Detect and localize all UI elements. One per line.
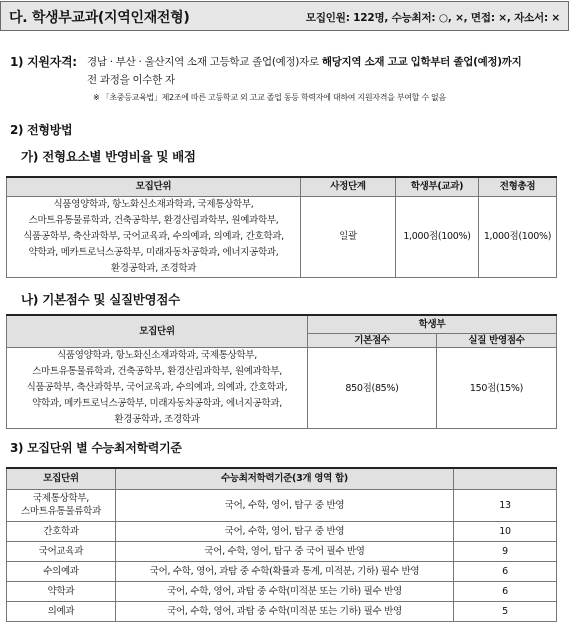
table-row bbox=[7, 521, 557, 541]
record-value: 1,000점(100%) bbox=[396, 196, 479, 277]
units-cell-b: 식품영양학과, 항노화신소재과학과, 국제통상학부, 스마트유통물류학과, 건축공학부, 환경산림과학부, 원예과학부, 식품공학부, 축산과학부, 국어교육과, 수의예과, 의예과, 간호학과, 약학과, 메카트로닉스공학부, 미래자동차공학과, 에너지공학과, 환경공학과, 조경학과 bbox=[7, 348, 308, 429]
table-row bbox=[7, 601, 557, 621]
unit-name: 약학과 bbox=[7, 581, 116, 601]
col-basic: 기본점수 bbox=[308, 334, 437, 348]
col-unit-c: 모집단위 bbox=[7, 468, 116, 489]
eligibility-line1 bbox=[87, 54, 521, 69]
table-row bbox=[7, 541, 557, 561]
unit-name: 의예과 bbox=[7, 601, 116, 621]
criteria-text: 국어, 수학, 영어, 과탐 중 수학(미적분 또는 기하) 필수 반영 bbox=[116, 601, 454, 621]
criteria-text: 국어, 수학, 영어, 탐구 중 국어 필수 반영 bbox=[116, 541, 454, 561]
col-total: 전형총점 bbox=[479, 177, 557, 196]
unit-name: 간호학과 bbox=[7, 521, 116, 541]
col-record-group: 학생부 bbox=[308, 315, 557, 334]
basic-value: 850점(85%) bbox=[308, 348, 437, 429]
col-criteria: 수능최저학력기준(3개 영역 합) bbox=[116, 468, 454, 489]
real-value: 150점(15%) bbox=[437, 348, 557, 429]
col-unit-b: 모집단위 bbox=[7, 315, 308, 348]
score-value: 13 bbox=[454, 489, 557, 521]
eligibility-note: ※ 「초중등교육법」제2조에 따른 고등학교 외 고교 졸업 동등 학력자에 대하여 지원자격을 부여할 수 없음 bbox=[93, 93, 446, 102]
sub-heading-ratio: 가) 전형요소별 반영비율 및 배점 bbox=[21, 149, 196, 164]
col-unit: 모집단위 bbox=[7, 177, 301, 196]
section-title: 다. 학생부교과(지역인재전형) bbox=[9, 10, 190, 26]
eligibility-line2: 전 과정을 이수한 자 bbox=[87, 74, 175, 86]
total-value: 1,000점(100%) bbox=[479, 196, 557, 277]
ratio-table bbox=[6, 176, 557, 278]
score-value: 9 bbox=[454, 541, 557, 561]
selection-method-heading: 2) 전형방법 bbox=[10, 123, 73, 137]
col-score bbox=[454, 468, 557, 489]
recruitment-summary: 모집인원: 122명, 수능최저: ○, ×, 면접: ×, 자소서: × bbox=[305, 12, 560, 24]
csat-criteria-heading: 3) 모집단위 별 수능최저학력기준 bbox=[10, 441, 182, 455]
col-stage: 사정단계 bbox=[301, 177, 396, 196]
sub-heading-score: 나) 기본점수 및 실질반영점수 bbox=[21, 292, 180, 307]
units-cell: 식품영양학과, 항노화신소재과학과, 국제통상학부, 스마트유통물류학과, 건축공학부, 환경산림과학부, 원예과학부, 식품공학부, 축산과학부, 국어교육과, 수의예과, 의예과, 간호학과, 약학과, 메카트로닉스공학부, 미래자동차공학과, 에너지공학과, 환경공학과, 조경학과 bbox=[7, 196, 301, 277]
criteria-text: 국어, 수학, 영어, 탐구 중 반영 bbox=[116, 521, 454, 541]
criteria-text: 국어, 수학, 영어, 과탐 중 수학(확률과 통계, 미적분, 기하) 필수 반영 bbox=[116, 561, 454, 581]
title-bar bbox=[0, 1, 569, 31]
score-value: 6 bbox=[454, 561, 557, 581]
unit-name: 국제통상학부, 스마트유통물류학과 bbox=[7, 489, 116, 521]
score-value: 10 bbox=[454, 521, 557, 541]
col-record: 학생부(교과) bbox=[396, 177, 479, 196]
eligibility-line1-a: 경남 · 부산 · 울산지역 소재 고등학교 졸업(예정)자로 bbox=[87, 56, 319, 68]
stage-value: 일괄 bbox=[301, 196, 396, 277]
col-real: 실질 반영점수 bbox=[437, 334, 557, 348]
criteria-text: 국어, 수학, 영어, 탐구 중 반영 bbox=[116, 489, 454, 521]
score-value: 5 bbox=[454, 601, 557, 621]
score-value: 6 bbox=[454, 581, 557, 601]
table-row bbox=[7, 581, 557, 601]
csat-table bbox=[6, 467, 557, 622]
unit-name: 국어교육과 bbox=[7, 541, 116, 561]
score-table bbox=[6, 314, 557, 429]
table-row bbox=[7, 561, 557, 581]
eligibility-line1-b: 해당지역 소재 고교 입학부터 졸업(예정)까지 bbox=[321, 56, 522, 68]
table-row bbox=[7, 489, 557, 521]
eligibility-label: 1) 지원자격: bbox=[10, 55, 77, 69]
criteria-text: 국어, 수학, 영어, 과탐 중 수학(미적분 또는 기하) 필수 반영 bbox=[116, 581, 454, 601]
unit-name: 수의예과 bbox=[7, 561, 116, 581]
